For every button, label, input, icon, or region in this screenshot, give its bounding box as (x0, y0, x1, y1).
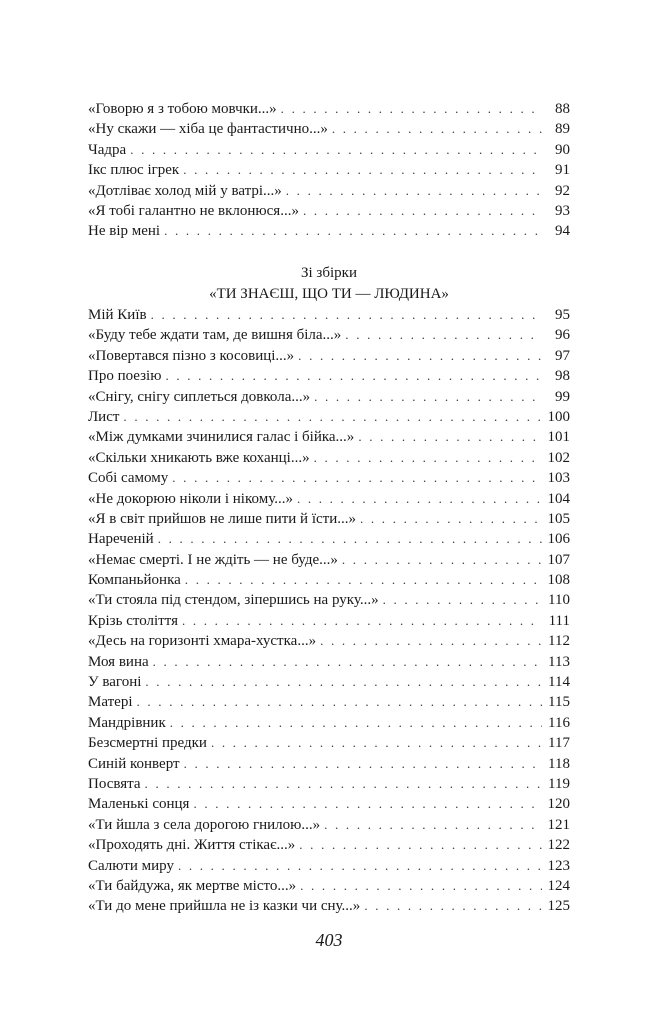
toc-leader-dots (211, 733, 542, 753)
toc-entry-title: «Говорю я з тобою мовчки...» (88, 101, 277, 117)
toc-entry-title: «Я в світ прийшов не лише пити й їсти...» (88, 510, 356, 527)
toc-leader-dots (303, 201, 542, 221)
toc-leader-dots (165, 366, 542, 386)
toc-entry-page: 110 (548, 592, 570, 609)
toc-entry-page: 112 (548, 633, 570, 650)
toc-entry-title: Ікс плюс ігрек (88, 162, 180, 179)
toc-entry (88, 856, 570, 876)
toc-entry-page: 120 (547, 796, 570, 813)
toc-entry (88, 774, 570, 794)
toc-entry (88, 201, 570, 221)
toc-entry-title: «Ти до мене прийшла не із казки чи сну...» (88, 898, 361, 915)
toc-entry-page: 115 (548, 694, 570, 711)
toc-entry-page: 98 (555, 368, 570, 385)
toc-entry (88, 692, 570, 712)
toc-entry-title: Крізь століття (88, 612, 178, 629)
toc-leader-dots (185, 570, 542, 590)
toc-entry (88, 221, 570, 241)
toc-entry-page: 94 (555, 223, 570, 240)
toc-entry-title: Лист (88, 408, 120, 425)
toc-leader-dots (123, 407, 541, 427)
toc-leader-dots (297, 489, 542, 509)
toc-entry (88, 754, 570, 774)
toc-entry-page: 104 (547, 490, 570, 507)
toc-entry (88, 160, 570, 180)
toc-entry (88, 876, 570, 896)
toc-entry-page: 89 (555, 121, 570, 138)
toc-entry-page: 91 (555, 162, 570, 179)
toc-leader-dots (314, 387, 542, 407)
toc-entry-page: 93 (555, 202, 570, 219)
toc-leader-dots (178, 856, 542, 876)
toc-entry (88, 815, 570, 835)
toc-entry (88, 652, 570, 672)
toc-entry (88, 468, 570, 488)
toc-entry (88, 407, 570, 427)
toc-entry-page: 113 (548, 653, 570, 670)
toc-leader-dots (170, 713, 542, 733)
toc-leader-dots (172, 468, 541, 488)
toc-entry-page: 99 (555, 388, 570, 405)
toc-leader-dots (320, 631, 542, 651)
toc-leader-dots (158, 529, 542, 549)
toc-entry-page: 90 (555, 141, 570, 158)
toc-entry (88, 672, 570, 692)
toc-entry-page: 121 (547, 816, 570, 833)
toc-entry-title: Синій конверт (88, 755, 180, 772)
toc-entry-title: Посвята (88, 775, 141, 792)
toc-entry-title: Матері (88, 694, 133, 711)
toc-entry-title: «Не докорюю ніколи і нікому...» (88, 490, 293, 507)
toc-entry (88, 140, 570, 160)
toc-entry (88, 305, 570, 325)
toc-leader-dots (360, 509, 542, 529)
toc-entry-title: «Проходять дні. Життя стікає...» (88, 837, 296, 854)
toc-leader-dots (151, 305, 542, 325)
toc-entry (88, 550, 570, 570)
toc-leader-dots (364, 896, 541, 916)
toc-entry-page: 118 (548, 755, 570, 772)
toc-entry-page: 116 (548, 714, 570, 731)
toc-entry (88, 631, 570, 651)
toc-entry-title: Мандрівник (88, 714, 166, 731)
toc-entry (88, 794, 570, 814)
toc-leader-dots (145, 672, 542, 692)
toc-entry (88, 99, 570, 119)
collection-heading-title: «ТИ ЗНАЄШ, ЩО ТИ — ЛЮДИНА» (209, 286, 449, 302)
toc-leader-dots (299, 835, 541, 855)
toc-entry-title: Чадра (88, 141, 127, 158)
toc-entry-title: Безсмертні предки (88, 735, 207, 752)
toc-leader-dots (345, 325, 542, 345)
toc-entry-title: «Десь на горизонті хмара-хустка...» (88, 633, 317, 650)
toc-entry-title: «Ти стояла під стендом, зіпершись на руку...» (88, 592, 379, 609)
toc-leader-dots (298, 346, 542, 366)
toc-entry-page: 106 (547, 531, 570, 548)
table-of-contents-top (88, 99, 570, 242)
toc-leader-dots (193, 794, 541, 814)
toc-entry-title: Маленькі сонця (88, 796, 190, 813)
toc-entry-title: «Ти байдужа, як мертве місто...» (88, 877, 297, 894)
toc-entry-page: 107 (547, 551, 570, 568)
toc-entry-page: 92 (555, 182, 570, 199)
toc-leader-dots (183, 160, 542, 180)
toc-entry-page: 111 (548, 612, 570, 629)
toc-entry-title: Моя вина (88, 653, 149, 670)
toc-entry (88, 119, 570, 139)
toc-entry-title: «Ну скажи — хіба це фантастично...» (88, 121, 328, 138)
toc-leader-dots (164, 221, 542, 241)
toc-entry (88, 590, 570, 610)
toc-entry-page: 88 (555, 101, 570, 117)
toc-leader-dots (342, 550, 542, 570)
toc-entry-page: 108 (547, 572, 570, 589)
toc-entry-page: 96 (555, 327, 570, 344)
toc-entry-page: 125 (547, 898, 570, 915)
toc-entry-page: 95 (555, 307, 570, 323)
toc-entry-page: 97 (555, 347, 570, 364)
toc-entry (88, 733, 570, 753)
toc-entry-title: «Я тобі галантно не вклонюся...» (88, 202, 299, 219)
toc-entry-title: Компаньйонка (88, 572, 181, 589)
toc-entry (88, 611, 570, 631)
toc-entry-title: «Буду тебе ждати там, де вишня біла...» (88, 327, 342, 344)
toc-leader-dots (358, 427, 541, 447)
toc-entry (88, 448, 570, 468)
toc-entry (88, 427, 570, 447)
toc-entry-title: Собі самому (88, 470, 169, 487)
toc-entry (88, 835, 570, 855)
toc-entry-title: Про поезію (88, 368, 162, 385)
toc-entry (88, 346, 570, 366)
toc-entry-page: 103 (547, 470, 570, 487)
toc-leader-dots (286, 181, 542, 201)
toc-entry-page: 117 (548, 735, 570, 752)
toc-entry (88, 570, 570, 590)
collection-heading-label: Зі збірки (301, 265, 357, 281)
toc-entry-title: «Між думками зчинилися галас і бійка...» (88, 429, 355, 446)
toc-entry (88, 489, 570, 509)
toc-entry-page: 105 (547, 510, 570, 527)
toc-entry-page: 119 (548, 775, 570, 792)
toc-leader-dots (153, 652, 542, 672)
toc-entry-title: «Повертався пізно з косовиці...» (88, 347, 295, 364)
toc-entry-title: У вагоні (88, 674, 142, 691)
toc-leader-dots (145, 774, 542, 794)
toc-leader-dots (137, 692, 543, 712)
toc-leader-dots (314, 448, 542, 468)
toc-entry-page: 124 (547, 877, 570, 894)
toc-entry-page: 101 (547, 429, 570, 446)
toc-entry (88, 529, 570, 549)
toc-entry (88, 181, 570, 201)
toc-entry-title: Мій Київ (88, 307, 147, 323)
table-of-contents-bottom (88, 305, 570, 917)
toc-entry (88, 509, 570, 529)
toc-leader-dots (383, 590, 542, 610)
toc-entry-title: «Дотліває холод мій у ватрі...» (88, 182, 282, 199)
toc-leader-dots (182, 611, 542, 631)
toc-entry-title: «Немає смерті. І не ждіть — не буде...» (88, 551, 338, 568)
toc-leader-dots (130, 140, 542, 160)
toc-entry-page: 102 (547, 449, 570, 466)
toc-entry-title: «Скільки хникають вже коханці...» (88, 449, 310, 466)
toc-entry-title: «Ти йшла з села дорогою гнилою...» (88, 816, 321, 833)
toc-entry-title: Нареченій (88, 531, 154, 548)
page-number: 403 (315, 930, 343, 950)
toc-entry-title: Салюти миру (88, 857, 174, 874)
toc-entry (88, 387, 570, 407)
toc-leader-dots (281, 99, 542, 119)
toc-leader-dots (324, 815, 541, 835)
toc-leader-dots (332, 119, 542, 139)
toc-entry-page: 122 (547, 837, 570, 854)
toc-entry-title: Не вір мені (88, 223, 161, 240)
toc-entry (88, 366, 570, 386)
toc-leader-dots (184, 754, 542, 774)
toc-entry-page: 123 (547, 857, 570, 874)
toc-entry-page: 100 (547, 408, 570, 425)
toc-entry (88, 713, 570, 733)
toc-entry-title: «Снігу, снігу сиплеться довкола...» (88, 388, 311, 405)
toc-entry (88, 896, 570, 916)
toc-entry-page: 114 (548, 674, 570, 691)
toc-leader-dots (300, 876, 541, 896)
toc-entry (88, 325, 570, 345)
